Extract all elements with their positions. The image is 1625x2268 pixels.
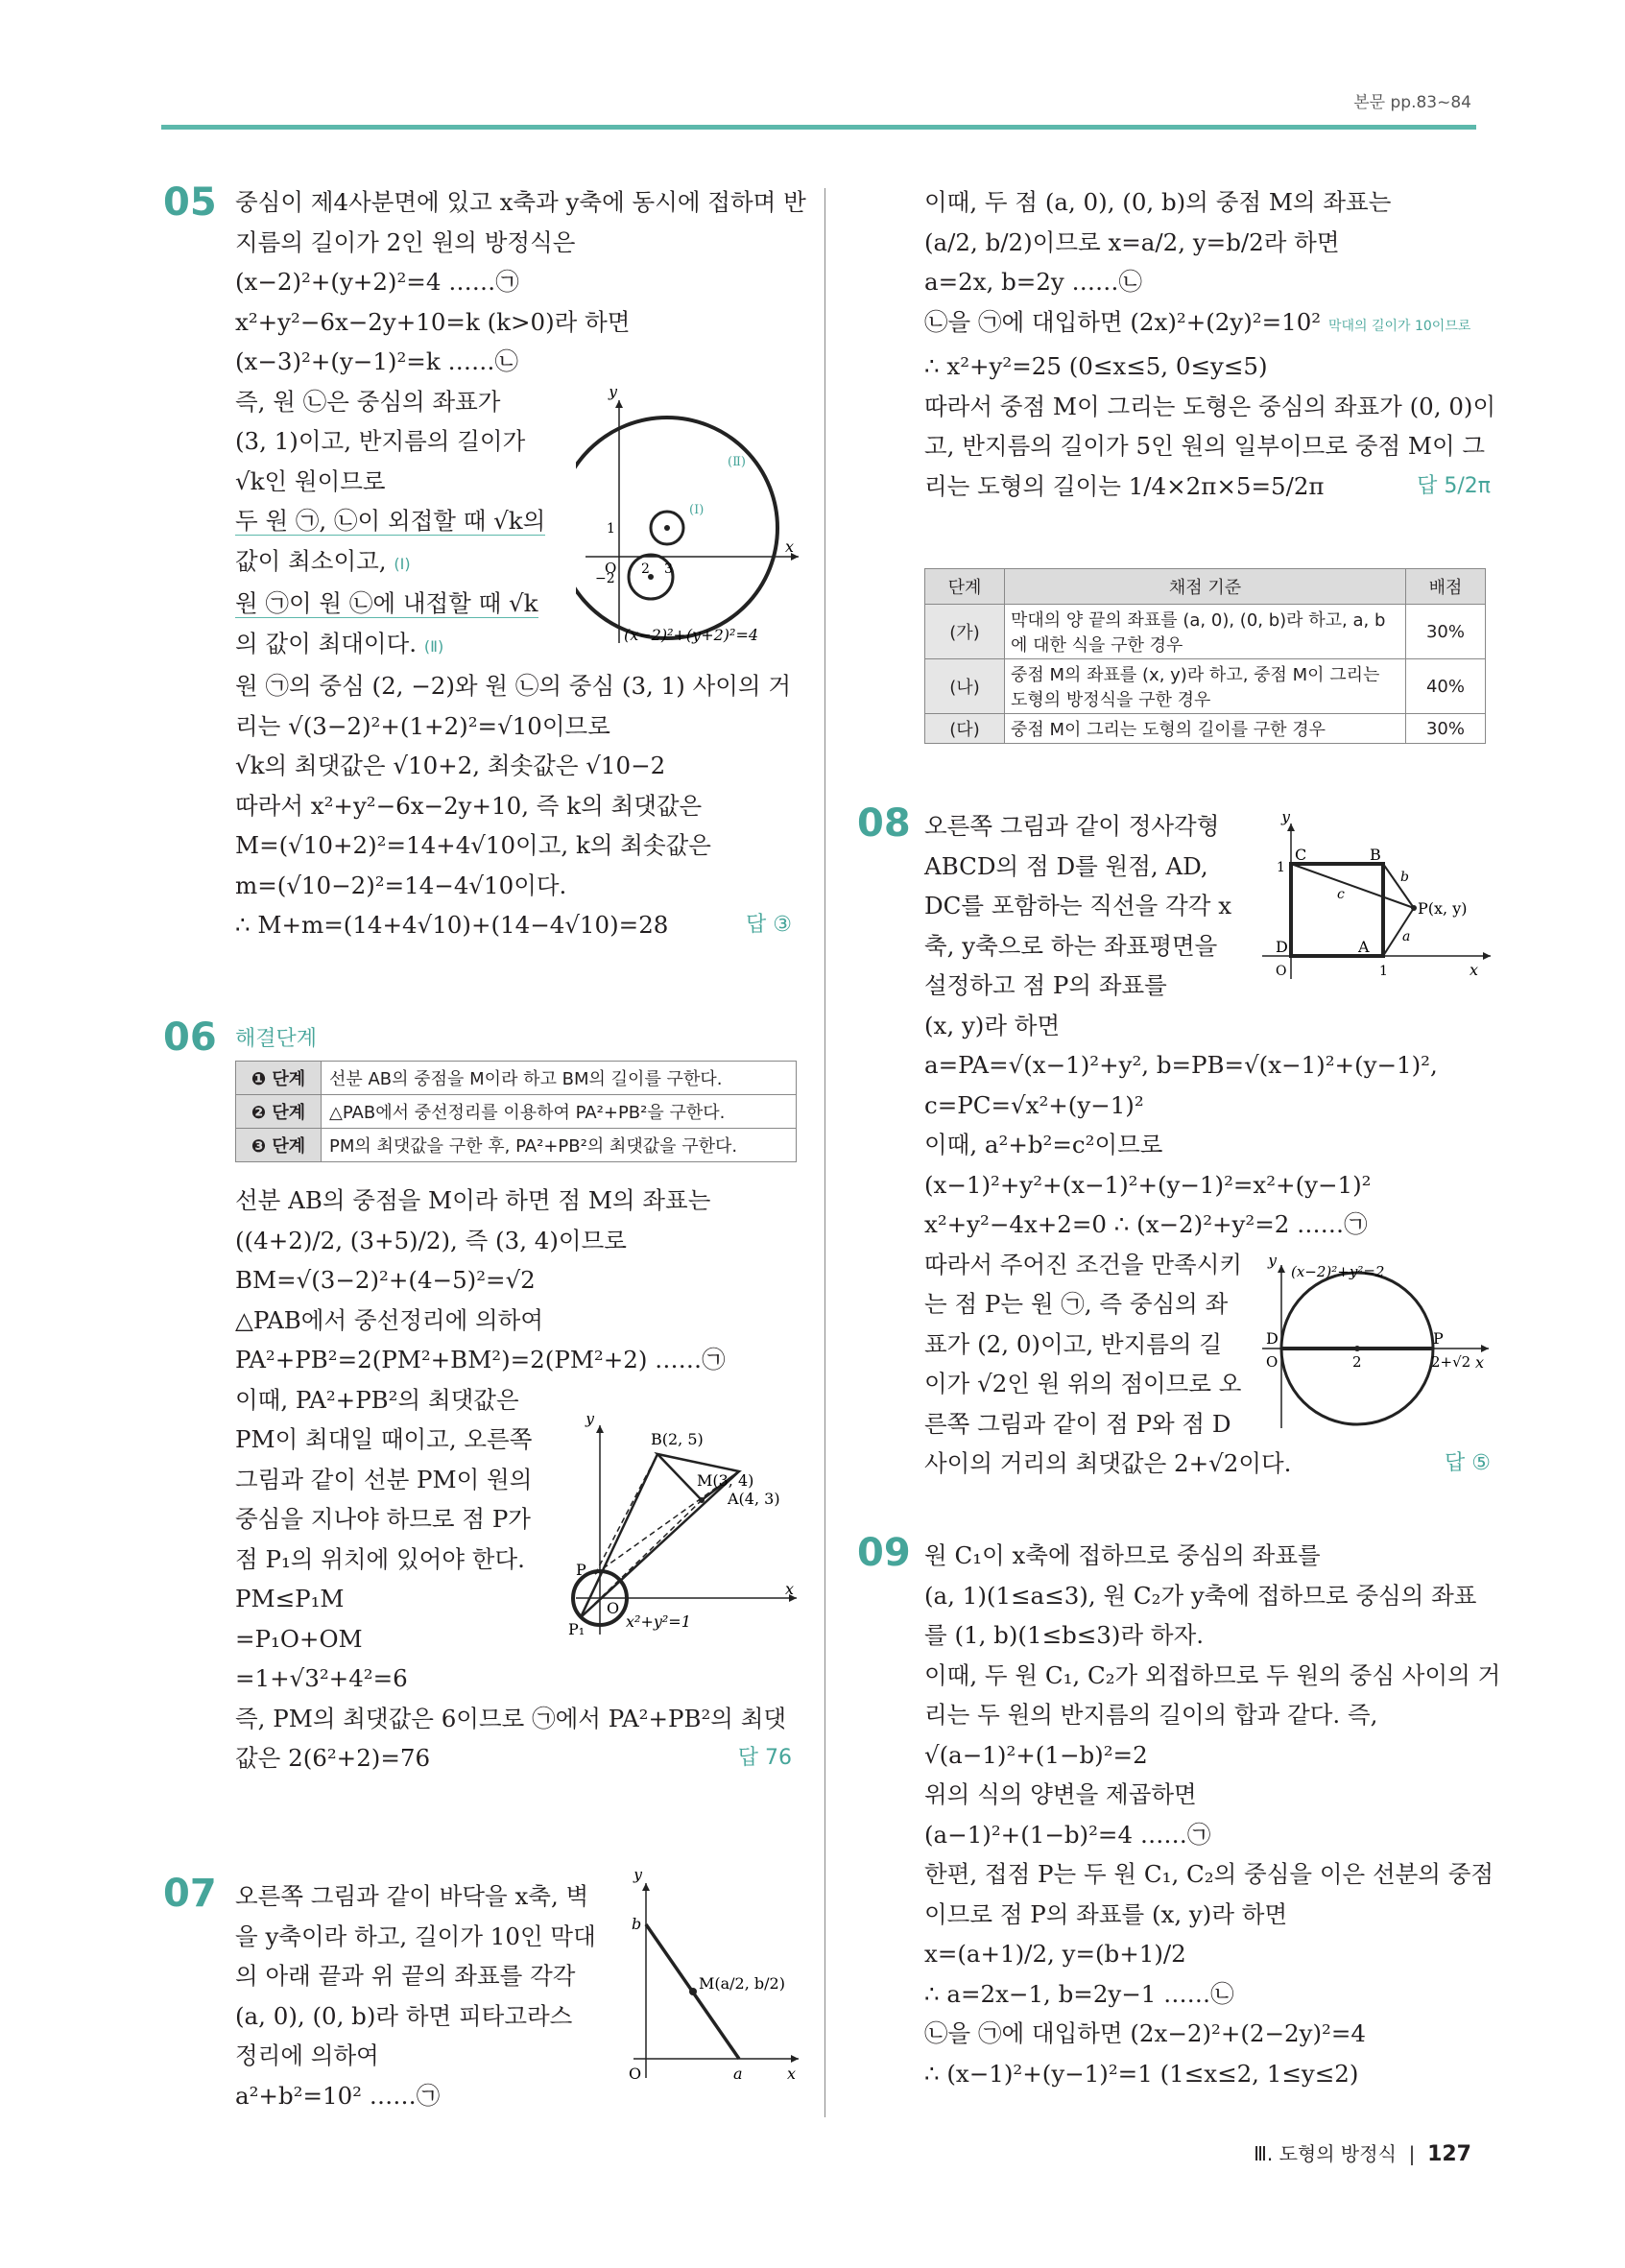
text-line: (a−1)²+(1−b)²=4 ……㉠	[924, 1820, 1211, 1849]
x-axis-label: x	[1475, 1353, 1485, 1372]
grading-row	[925, 605, 1486, 659]
text-line: 중심을 지나야 하므로 점 P가	[235, 1505, 531, 1533]
y-axis-label: y	[1281, 814, 1291, 825]
vertex-c-label: C	[1295, 846, 1307, 864]
text-line: 오른쪽 그림과 같이 정사각형	[924, 812, 1220, 840]
circle-equation-label: (x−2)²+y²=2	[1291, 1263, 1385, 1280]
problem-number-09: 09	[857, 1531, 911, 1575]
text-fragment: 리는 도형의 길이는 1/4×2π×5=5/2π	[924, 471, 1325, 500]
grading-points: 40%	[1406, 659, 1486, 714]
text-line	[235, 905, 792, 945]
vertex-a-label: A	[1358, 938, 1370, 956]
x-axis-label: x	[785, 1580, 795, 1598]
circle-figure-08	[1262, 1257, 1493, 1430]
tick-label: 2+√2	[1431, 1353, 1471, 1371]
point-p1-label: P₁	[568, 1620, 585, 1636]
text-line	[235, 1738, 792, 1779]
point-m-label: M(3, 4)	[697, 1471, 754, 1490]
text-line: (x−1)²+y²+(x−1)²+(y−1)²=x²+(y−1)²	[924, 1170, 1372, 1199]
step-label: ❸ 단계	[236, 1129, 322, 1162]
text-line: ((4+2)/2, (3+5)/2), 즉 (3, 4)이므로	[235, 1226, 627, 1254]
text-line: 고, 반지름의 길이가 5인 원의 일부이므로 중점 M이 그	[924, 432, 1486, 460]
text-line: 는 점 P는 원 ㉠, 즉 중심의 좌	[924, 1290, 1229, 1318]
text-fragment: 사이의 거리의 최댓값은 2+√2이다.	[924, 1449, 1292, 1477]
point-b-label: B(2, 5)	[651, 1430, 704, 1448]
grading-row	[925, 659, 1486, 714]
y-axis-label: y	[609, 389, 618, 400]
text-line: =P₁O+OM	[235, 1624, 363, 1653]
tick-label: 2	[641, 561, 650, 577]
text-line: ∴ a=2x−1, b=2y−1 ……㉡	[924, 1979, 1234, 2008]
text-line: 중심이 제4사분면에 있고 x축과 y축에 동시에 접하며 반	[235, 188, 806, 216]
page-reference: 본문 pp.83~84	[1353, 93, 1471, 112]
underlined-condition: 두 원 ㉠, ㉡이 외접할 때 √k의	[235, 507, 546, 535]
tick-label: 1	[1379, 964, 1388, 979]
text-line: 이므로 점 P의 좌표를 (x, y)라 하면	[924, 1899, 1288, 1928]
segment-a-label: a	[1402, 929, 1411, 944]
text-fragment: 의 값이 최대이다.	[235, 629, 418, 657]
step-row	[236, 1129, 797, 1162]
text-line: =1+√3²+4²=6	[235, 1664, 408, 1692]
grading-criteria: 중점 M이 그리는 도형의 길이를 구한 경우	[1005, 714, 1406, 744]
text-line: 축, y축으로 하는 좌표평면을	[924, 931, 1218, 960]
segment-b-label: b	[1400, 870, 1409, 885]
grading-step: (가)	[925, 605, 1005, 659]
grading-points: 30%	[1406, 605, 1486, 659]
solution-steps-table	[235, 1061, 797, 1162]
text-line: 오른쪽 그림과 같이 바닥을 x축, 벽	[235, 1882, 589, 1910]
vertex-b-label: B	[1370, 846, 1381, 864]
text-line: 위의 식의 양변을 제곱하면	[924, 1780, 1197, 1808]
grading-criteria: 중점 M의 좌표를 (x, y)라 하고, 중점 M이 그리는 도형의 방정식을 구한 경우	[1005, 659, 1406, 714]
text-fragment: ∴ M+m=(14+4√10)+(14−4√10)=28	[235, 911, 669, 939]
text-line: 이때, a²+b²=c²이므로	[924, 1131, 1163, 1158]
point-p-label: P	[576, 1561, 586, 1579]
page-number: 127	[1427, 2142, 1471, 2166]
text-line	[924, 1444, 1491, 1484]
text-fragment: 값이 최소이고,	[235, 546, 387, 575]
text-line: BM=√(3−2)²+(4−5)²=√2	[235, 1266, 536, 1294]
square-figure-08	[1262, 814, 1493, 982]
y-axis-label: y	[633, 1872, 643, 1883]
underlined-condition: 원 ㉠이 원 ㉡에 내접할 때 √k	[235, 589, 538, 617]
text-line: x²+y²−4x+2=0 ∴ (x−2)²+y²=2 ……㉠	[924, 1210, 1368, 1238]
text-line: 이때, 두 원 C₁, C₂가 외접하므로 두 원의 중심 사이의 거	[924, 1660, 1501, 1689]
text-fragment: 값은 2(6²+2)=76	[235, 1744, 431, 1772]
text-line: 점 P₁의 위치에 있어야 한다.	[235, 1544, 525, 1573]
text-line: 른쪽 그림과 같이 점 P와 점 D	[924, 1409, 1231, 1438]
text-line: 의 아래 끝과 위 끝의 좌표를 각각	[235, 1962, 576, 1990]
segment-c-label: c	[1337, 887, 1345, 902]
text-line: ABCD의 점 D를 원점, AD,	[924, 851, 1208, 880]
footer-separator: |	[1402, 2142, 1422, 2165]
step-label: ❶ 단계	[236, 1062, 322, 1095]
answer-08: 답 ⑤	[1445, 1451, 1491, 1475]
mark-ii-figure: (Ⅱ)	[728, 455, 746, 469]
problem-07-continued	[924, 182, 1496, 506]
text-line: (a, 0), (0, b)라 하면 피타고라스	[235, 2001, 573, 2030]
problem-number-07: 07	[163, 1872, 217, 1916]
text-line: 설정하고 점 P의 좌표를	[924, 971, 1167, 999]
text-line: ∴ (x−1)²+(y−1)²=1 (1≤x≤2, 1≤y≤2)	[924, 2059, 1359, 2088]
text-line: ㉡을 ㉠에 대입하면 (2x−2)²+(2−2y)²=4	[924, 2019, 1366, 2047]
column-divider	[824, 188, 825, 2117]
text-line	[924, 302, 1491, 347]
text-line: x=(a+1)/2, y=(b+1)/2	[924, 1940, 1186, 1968]
text-line: ∴ x²+y²=25 (0≤x≤5, 0≤y≤5)	[924, 352, 1268, 380]
text-line: 리는 √(3−2)²+(1+2)²=√10이므로	[235, 711, 610, 740]
text-line: 이때, 두 점 (a, 0), (0, b)의 중점 M의 좌표는	[924, 188, 1392, 216]
text-line: m=(√10−2)²=14−4√10이다.	[235, 871, 567, 899]
b-label: b	[632, 1915, 642, 1933]
text-line: (x−3)²+(y−1)²=k ……㉡	[235, 347, 518, 375]
text-line: a²+b²=10² ……㉠	[235, 2081, 441, 2110]
step-label: ❷ 단계	[236, 1095, 322, 1129]
page-footer	[1254, 2138, 1471, 2166]
midpoint-label: M(a/2, b/2)	[699, 1974, 785, 1993]
grading-header-row	[925, 569, 1486, 605]
text-line: 표가 (2, 0)이고, 반지름의 길	[924, 1329, 1223, 1358]
text-line: 원 ㉠의 중심 (2, −2)와 원 ㉡의 중심 (3, 1) 사이의 거	[235, 672, 792, 700]
text-line: DC를 포함하는 직선을 각각 x	[924, 892, 1232, 919]
x-axis-label: x	[787, 2065, 797, 2083]
text-line: 을 y축이라 하고, 길이가 10인 막대	[235, 1922, 596, 1950]
mark-i: (Ⅰ)	[394, 554, 411, 573]
text-line	[924, 466, 1491, 507]
text-line: 이때, PA²+PB²의 최댓값은	[235, 1385, 519, 1414]
mark-ii: (Ⅱ)	[423, 636, 444, 656]
text-line: △PAB에서 중선정리에 의하여	[235, 1305, 544, 1334]
text-line: √k인 원이므로	[235, 466, 386, 495]
origin-label: O	[605, 560, 617, 577]
origin-label: O	[607, 1599, 620, 1617]
step-text: PM의 최댓값을 구한 후, PA²+PB²의 최댓값을 구한다.	[322, 1129, 797, 1162]
ladder-figure-07	[614, 1872, 806, 2083]
step-text: 선분 AB의 중점을 M이라 하고 BM의 길이를 구한다.	[322, 1062, 797, 1095]
y-axis-label: y	[1268, 1257, 1278, 1269]
text-line: (a, 1)(1≤a≤3), 원 C₂가 y축에 접하므로 중심의 좌표	[924, 1581, 1477, 1610]
y-axis-label: y	[585, 1416, 595, 1427]
tick-label: 1	[607, 521, 615, 537]
text-line: 이가 √2인 원 위의 점이므로 오	[924, 1370, 1242, 1397]
text-line: a=2x, b=2y ……㉡	[924, 268, 1143, 296]
text-line: 원 C₁이 x축에 접하므로 중심의 좌표를	[924, 1541, 1321, 1569]
problem-number-06: 06	[163, 1015, 217, 1060]
triangle-figure-06	[566, 1416, 806, 1636]
x-axis-label: x	[785, 537, 795, 556]
point-d-label: D	[1266, 1329, 1278, 1348]
tick-label: 2	[1352, 1353, 1362, 1371]
text-line: 정리에 의하여	[235, 2041, 379, 2069]
origin-label: O	[1266, 1353, 1278, 1371]
problem-09-body	[924, 1536, 1501, 2093]
x-axis-label: x	[1470, 961, 1479, 979]
text-line: 즉, 원 ㉡은 중심의 좌표가	[235, 387, 501, 416]
point-p-label: P	[1433, 1329, 1444, 1348]
text-line: 그림과 같이 선분 PM이 원의	[235, 1465, 533, 1493]
vertex-d-label: D	[1276, 938, 1288, 956]
solution-steps-title: 해결단계	[235, 1027, 318, 1051]
header-rule	[161, 125, 1476, 130]
grading-points: 30%	[1406, 714, 1486, 744]
text-line: 따라서 x²+y²−6x−2y+10, 즉 k의 최댓값은	[235, 791, 703, 820]
text-line: a=PA=√(x−1)²+y², b=PB=√(x−1)²+(y−1)²,	[924, 1051, 1438, 1079]
problem-number-08: 08	[857, 801, 911, 846]
header-criteria: 채점 기준	[1005, 569, 1406, 605]
a-label: a	[733, 2065, 743, 2083]
text-line: √k의 최댓값은 √10+2, 최솟값은 √10−2	[235, 752, 666, 779]
grading-step: (다)	[925, 714, 1005, 744]
answer-07: 답 5/2π	[1417, 473, 1491, 498]
origin-label: O	[629, 2065, 642, 2083]
text-line: (3, 1)이고, 반지름의 길이가	[235, 427, 526, 455]
text-line: 한편, 접점 P는 두 원 C₁, C₂의 중심을 이은 선분의 중점	[924, 1860, 1494, 1888]
text-line: c=PC=√x²+(y−1)²	[924, 1090, 1144, 1119]
text-line: PM≤P₁M	[235, 1585, 345, 1612]
grading-row	[925, 714, 1486, 744]
text-line: 따라서 중점 M이 그리는 도형은 중심의 좌표가 (0, 0)이	[924, 392, 1496, 420]
text-line: PM이 최대일 때이고, 오른쪽	[235, 1425, 533, 1453]
step-text: △PAB에서 중선정리를 이용하여 PA²+PB²을 구한다.	[322, 1095, 797, 1129]
problem-07-body	[235, 1876, 609, 2115]
text-line: PA²+PB²=2(PM²+BM²)=2(PM²+2) ……㉠	[235, 1346, 726, 1373]
text-line: √(a−1)²+(1−b)²=2	[924, 1740, 1148, 1769]
text-fragment: ㉡을 ㉠에 대입하면 (2x)²+(2y)²=10²	[924, 307, 1322, 336]
text-line: (a/2, b/2)이므로 x=a/2, y=b/2라 하면	[924, 227, 1340, 256]
tick-label: 3	[664, 561, 673, 577]
circle-equation-label: (x−2)²+(y+2)²=4	[624, 626, 759, 644]
text-line: 따라서 주어진 조건을 만족시키	[924, 1250, 1243, 1278]
step-row	[236, 1062, 797, 1095]
tick-label: −2	[595, 571, 615, 586]
origin-label: O	[1276, 964, 1287, 979]
header-points: 배점	[1406, 569, 1486, 605]
text-line: 지름의 길이가 2인 원의 방정식은	[235, 227, 576, 256]
problem-number-05: 05	[163, 180, 217, 225]
answer-05: 답 ③	[746, 913, 792, 937]
circle-figure-05	[576, 389, 806, 648]
grading-step: (나)	[925, 659, 1005, 714]
text-line: (x, y)라 하면	[924, 1011, 1061, 1039]
text-line: M=(√10+2)²=14+4√10이고, k의 최솟값은	[235, 831, 711, 859]
answer-06: 답 76	[737, 1746, 792, 1770]
header-step: 단계	[925, 569, 1005, 605]
step-row	[236, 1095, 797, 1129]
text-line: 즉, PM의 최댓값은 6이므로 ㉠에서 PA²+PB²의 최댓	[235, 1704, 787, 1732]
mark-i-figure: (Ⅰ)	[689, 503, 705, 517]
note: 막대의 길이가 10이므로	[1327, 318, 1471, 334]
text-line: 선분 AB의 중점을 M이라 하면 점 M의 좌표는	[235, 1186, 711, 1214]
text-line: 리는 두 원의 반지름의 길이의 합과 같다. 즉,	[924, 1701, 1378, 1729]
text-line: (x−2)²+(y+2)²=4 ……㉠	[235, 268, 519, 296]
chapter-title: Ⅲ. 도형의 방정식	[1254, 2142, 1397, 2165]
grading-table	[924, 568, 1486, 744]
point-p-label: P(x, y)	[1418, 899, 1468, 918]
point-a-label: A(4, 3)	[728, 1490, 780, 1508]
circle-equation-label: x²+y²=1	[626, 1612, 691, 1631]
text-line: 를 (1, b)(1≤b≤3)라 하자.	[924, 1621, 1205, 1649]
text-line: x²+y²−6x−2y+10=k (k>0)라 하면	[235, 307, 631, 336]
tick-label: 1	[1277, 860, 1285, 875]
grading-criteria: 막대의 양 끝의 좌표를 (a, 0), (0, b)라 하고, a, b에 대한 식을 구한 경우	[1005, 605, 1406, 659]
